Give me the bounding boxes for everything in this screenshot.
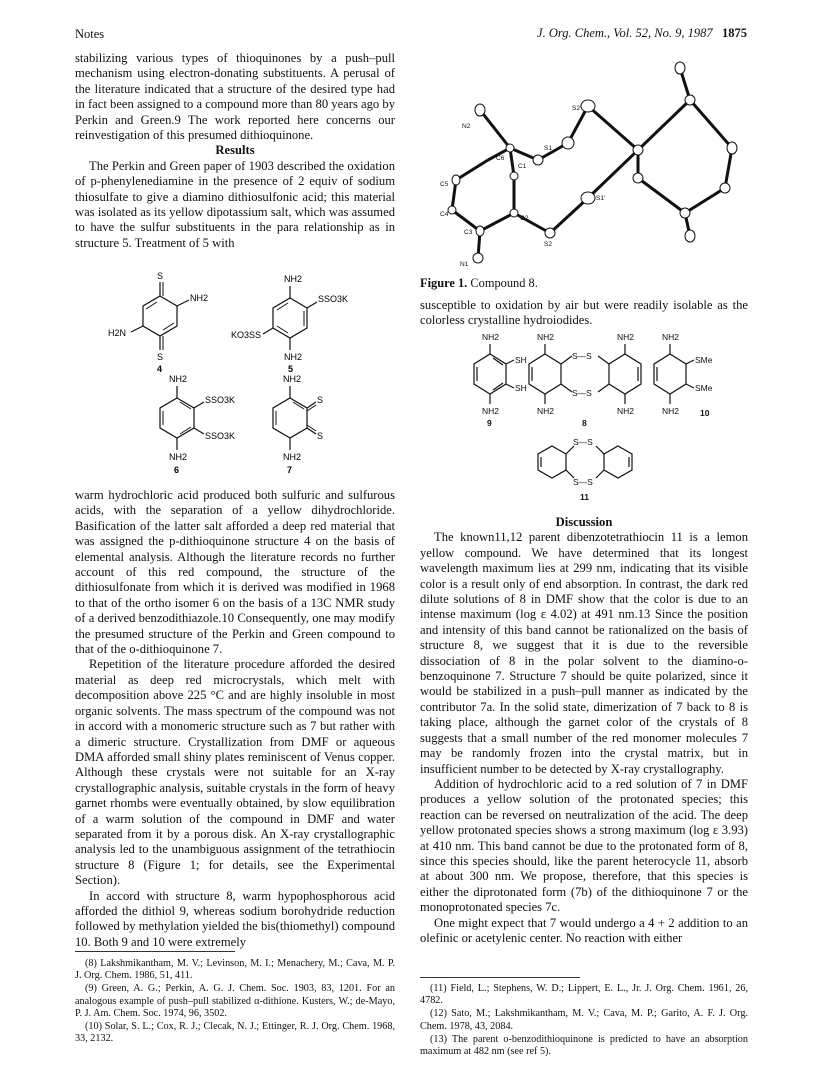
paragraph: The known11,12 parent dibenzotetrathiocin 11 is a lemon yellow compound. We have determined that its longest wavelength maximum lies at 299 nm, indicating that its visible color is a result only of end absorption. In contrast, the dark red dilute solutions of 8 in DMF show that the color is due to an intense maximum (log ε 4.02) at 491 nm.13 Since the position and intensity of this band cannot be rationalized on the basis of structure 8, we suggest that it is due to the reversible dissociation of 8 in the polar solvent to the diamino-o-benzoquinone 7. Structure 7 should be quite polarized, since it would be stabilized in a push–pull manner as indicated by the contributor 7a. In the solid state, dimerization of 7 back to 8 is taking place, although the garnet color of the crystals of 8 suggests that a small number of the red monomer molecules 7 may be randomly frozen into the crystal matrix, but in insufficient number to be detected by X-ray crystallography.	[420, 530, 748, 776]
atom-label: S	[157, 271, 164, 281]
running-header-section: Notes	[75, 27, 105, 41]
figure-1-crystal-structure	[440, 48, 750, 273]
atom-label: KO3SS	[231, 330, 262, 340]
atom-label: S	[317, 395, 324, 405]
paragraph: In accord with structure 8, warm hypophosphorous acid afforded the dithiol 9, whereas sodium borohydride reduction followed by methylation yielded the bis(thiomethyl) compound 10. Both 9 and 10 were extremely	[75, 888, 395, 949]
journal-citation: J. Org. Chem., Vol. 52, No. 9, 1987	[537, 26, 713, 40]
running-header-journal	[537, 26, 747, 41]
section-heading-discussion: Discussion	[555, 515, 613, 529]
page-number: 1875	[722, 26, 747, 40]
atom-label: S—S	[573, 437, 593, 447]
right-column-top	[420, 298, 748, 329]
structure-6	[160, 374, 235, 475]
atom-label: NH2	[482, 406, 500, 416]
atom-label: S1'	[596, 195, 606, 202]
figure-caption-text: Compound 8.	[470, 276, 538, 290]
atom-label: C3	[464, 229, 473, 236]
footnote: (8) Lakshmikantham, M. V.; Levinson, M. I.; Menachery, M.; Cava, M. P. J. Org. Chem. 1986, 51, 411.	[75, 958, 395, 982]
atom-label: NH2	[190, 293, 209, 303]
footnote: (12) Sato, M.; Lakshmikantham, M. V.; Cava, M. P.; Garito, A. F. J. Org. Chem. 1978, 43, 2084.	[420, 1008, 748, 1032]
atom-label: NH2	[169, 374, 188, 384]
left-column-top	[75, 51, 395, 251]
atom-label: NH2	[284, 274, 303, 284]
structure-5	[231, 274, 348, 374]
atom-label: S—S	[572, 351, 592, 361]
atom-label: S—S	[572, 388, 592, 398]
atom-label: SMe	[695, 355, 713, 365]
atom-label: NH2	[617, 406, 635, 416]
atom-label: N1	[460, 261, 469, 268]
compound-number: 7	[287, 465, 293, 475]
figure-label: Figure 1.	[420, 276, 468, 290]
footnote-rule	[420, 977, 580, 978]
atom-label: SSO3K	[205, 431, 236, 441]
atom-label: NH2	[537, 406, 555, 416]
atom-label: NH2	[662, 406, 680, 416]
atom-label: N2	[462, 123, 471, 130]
atom-label: C6	[496, 155, 505, 162]
atom-label: NH2	[169, 452, 188, 462]
paragraph: Repetition of the literature procedure afforded the desired material as deep red microcrystals, which melt with decomposition above 225 °C and are highly insoluble in most organic solvents. The mass spectrum of the compound was not in accord with a monomeric structure such as 7 but rather with a dimeric structure. Crystallization from DMF or aqueous DMA afforded small shiny plates reminiscent of Venus copper. Although these crystals were not suitable for an X-ray crystallographic analysis, suitable crystals in the form of heavy garnet rhombs were eventually obtained, by slow equilibration of a warm solution of the compound in DMF and water separated from it by a porous disk. An X-ray crystallographic analysis led to the unambiguous assignment of the tetrathiocin structure 8 (Figure 1; for details, see the Experimental Section).	[75, 657, 395, 888]
atom-label: C2	[520, 215, 529, 222]
structure-7	[273, 374, 323, 475]
atom-label: S2'	[572, 105, 582, 112]
atom-label: H2N	[108, 328, 127, 338]
section-heading-results: Results	[215, 143, 255, 158]
structures-4-7	[85, 268, 385, 480]
compound-number: 5	[288, 364, 294, 374]
paragraph: The Perkin and Green paper of 1903 described the oxidation of p-phenylenediamine in the presence of 2 equiv of sodium thiosulfate to give a diamino dithiosulfonic acid; this material was isolated as its yellow dipotassium salt, which was assumed to have the sulfur substituents in the para relationship as in structure 5. Treatment of 5 with	[75, 158, 395, 250]
compound-number: 11	[580, 492, 589, 502]
atom-label: C5	[440, 181, 449, 188]
paragraph: Addition of hydrochloric acid to a red solution of 7 in DMF produces a yellow solution of the protonated species; this reaction can be reversed on neutralization of the acid. The deep yellow protonated species shows a strong maximum (log ε 3.93) at 410 nm. This band cannot be due to the protonated form of 8, since this species should, like the parent heterocycle 11, absorb at about 300 nm. We propose, therefore, that this species is either the diprotonated form (7b) of the dithioquinone 7 or the monoprotonated species 7c.	[420, 776, 748, 915]
atom-label: NH2	[284, 352, 303, 362]
compound-number: 9	[487, 418, 492, 428]
footnotes-right	[420, 983, 748, 1059]
atom-label: S	[317, 431, 324, 441]
atom-label: SMe	[695, 383, 713, 393]
atom-label: C4	[440, 211, 449, 218]
paragraph: One might expect that 7 would undergo a 4 + 2 addition to an olefinic or acetylenic center. No reaction with either	[420, 915, 748, 945]
atom-label: SSO3K	[205, 395, 236, 405]
paragraph: stabilizing various types of thioquinones by a push–pull mechanism using electron-donating substituents. A perusal of the literature indicated that a structure of the desired type had in fact been assigned to a compound more than 80 years ago by Perkin and Green.9 The work reported here concerns our reinvestigation of this presumed dithioquinone.	[75, 51, 395, 143]
atom-label: NH2	[283, 374, 302, 384]
atom-label: S	[157, 352, 164, 362]
structure-4	[108, 271, 208, 374]
atom-label: S2	[544, 241, 552, 248]
atom-label: NH2	[617, 332, 635, 342]
atom-label: NH2	[283, 452, 302, 462]
atom-label: NH2	[537, 332, 555, 342]
footnote: (11) Field, L.; Stephens, W. D.; Lippert, E. L., Jr. J. Org. Chem. 1961, 26, 4782.	[420, 983, 748, 1007]
atom-label: SH	[515, 355, 527, 365]
figure-caption	[420, 276, 538, 291]
atom-label: C1	[518, 163, 527, 170]
compound-number: 10	[700, 408, 710, 418]
atom-label: SH	[515, 383, 527, 393]
left-column-bottom	[75, 488, 395, 950]
footnotes-left	[75, 958, 395, 1046]
compound-number: 8	[582, 418, 587, 428]
atom-label: S—S	[573, 477, 593, 487]
footnote: (13) The parent o-benzodithioquinone is predicted to have an absorption maximum at 482 nm (see ref 5).	[420, 1033, 748, 1058]
right-column-bottom	[420, 515, 748, 946]
atom-label: NH2	[662, 332, 680, 342]
atom-label: S1	[544, 145, 552, 152]
atom-label: NH2	[482, 332, 500, 342]
footnote: (10) Solar, S. L.; Cox, R. J.; Clecak, N. J.; Ettinger, R. J. Org. Chem. 1968, 33, 2132.	[75, 1021, 395, 1045]
paragraph: susceptible to oxidation by air but were readily isolable as the colorless crystalline hydroiodides.	[420, 298, 748, 328]
structures-8-11	[450, 328, 730, 508]
footnote: (9) Green, A. G.; Perkin, A. G. J. Chem. Soc. 1903, 83, 1201. For an analogous example of push–pull stabilized α-dithione. Kusters, W.; de-Mayo, P. J. Am. Chem. Soc. 1974, 96, 3502.	[75, 983, 395, 1019]
compound-number: 4	[157, 364, 163, 374]
atom-label: SSO3K	[318, 294, 349, 304]
footnote-rule	[75, 951, 235, 952]
compound-number: 6	[174, 465, 180, 475]
paragraph: warm hydrochloric acid produced both sulfuric and sulfurous acids, with the separation of a yellow dihydrochloride. Basification of the latter salt afforded a deep red material that was assigned the p-dithioquinone structure 4 on the basis of elemental analysis. Although the literature records no further account of this red compound, the structure of the dithiosulfonate from which it is derived was modified in 1968 to that of the ortho isomer 6 on the basis of a 13C NMR study of a derived benzodithiazole.10 Consequently, one may modify the presumed structure of the Perkin and Green compound to that of the o-dithioquinone 7.	[75, 488, 395, 657]
